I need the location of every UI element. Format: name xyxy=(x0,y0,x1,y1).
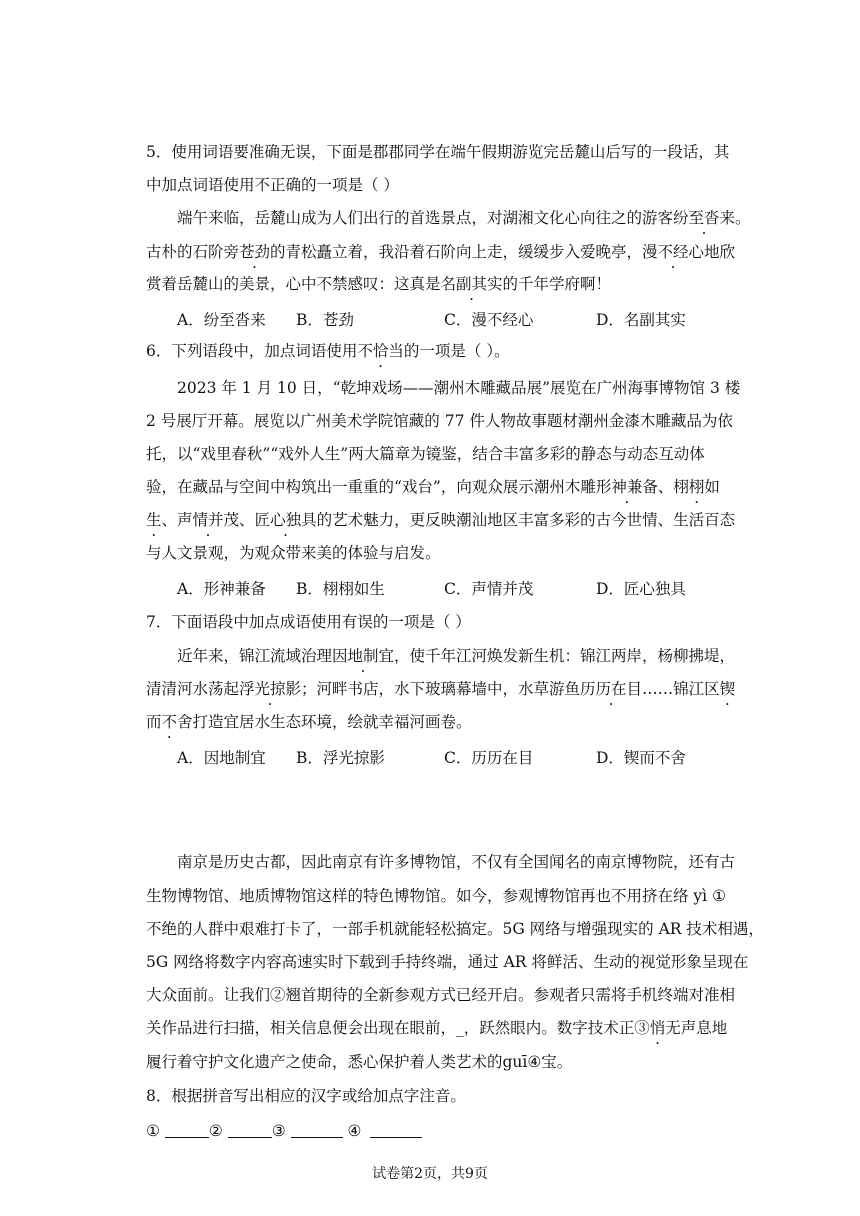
passage-line2: 生物博物馆、地质博物馆这样的特色博物馆。如今，参观博物馆再也不用挤在络 yì ① xyxy=(146,887,726,905)
q6-passage-line5: 生、声情并茂、匠心独具的艺术魅力，更反映潮汕地区丰富多彩的古今世情、生活百态 xyxy=(146,511,736,529)
q5-stem-line2: 中加点词语使用不正确的一项是（ ） xyxy=(146,176,399,194)
q6-stem: 6．下列语段中，加点词语使用不恰当的一项是（ ）。 xyxy=(146,342,510,360)
dotted-word-xuxuru: 栩栩如 xyxy=(673,478,720,496)
q5-passage-line2: 古朴的石阶旁苍劲的青松矗立着，我沿着石阶向上走，缓缓步入爱晚亭，漫不经心地欣 xyxy=(146,243,736,261)
q6-option-d[interactable]: D．匠心独具 xyxy=(596,580,686,598)
q6-option-c[interactable]: C．声情并茂 xyxy=(444,580,534,598)
q6-option-b[interactable]: B．栩栩如生 xyxy=(296,580,385,598)
q6-passage-line2: 2 号展厅开幕。展览以广州美术学院馆藏的 77 件人物故事题材潮州金漆木雕藏品为依 xyxy=(146,412,733,430)
q5-passage-line3: 赏着岳麓山的美景，心中不禁感叹：这真是名副其实的千年学府啊！ xyxy=(146,275,612,293)
passage-line1: 南京是历史古都，因此南京有许多博物馆，不仅有全国闻名的南京博物院，还有古 xyxy=(177,853,736,871)
q7-option-b[interactable]: B．浮光掠影 xyxy=(296,749,385,767)
answer-blank-3[interactable] xyxy=(291,1122,343,1138)
dotted-word-cangjin: 苍劲 xyxy=(239,243,271,261)
dotted-char-qiao: 悄 xyxy=(649,1019,666,1037)
dotted-word-fenzhitalai: 纷至沓来 xyxy=(673,209,736,227)
q5-option-c[interactable]: C．漫不经心 xyxy=(444,311,534,329)
q5-passage-line1: 端午来临，岳麓山成为人们出行的首选景点，对湖湘文化心向往之的游客纷至沓来。 xyxy=(177,209,751,227)
q7-option-c[interactable]: C．历历在目 xyxy=(444,749,534,767)
page-footer: 试卷第2页，共9页 xyxy=(372,1166,488,1182)
q5-stem-line1: 5．使用词语要准确无误，下面是郡郡同学在端午假期游览完岳麓山后写的一段话，其 xyxy=(146,143,730,161)
dotted-word-fuguanglueying: 浮光掠影 xyxy=(239,680,302,698)
answer-blank-4[interactable] xyxy=(370,1122,422,1138)
dotted-word-shengqingbingmao: 声情并茂 xyxy=(177,511,240,529)
answer-blank-2[interactable] xyxy=(228,1122,272,1138)
q6-passage-line1: 2023 年 1 月 10 日，“乾坤戏场——潮州木雕藏品展”展览在广州海事博物馆 3 楼 xyxy=(177,379,741,397)
passage-line5: 大众面前。让我们②翘首期待的全新参观方式已经开启。参观者只需将手机终端对准相 xyxy=(146,986,736,1004)
passage-line4: 5G 网络将数字内容高速实时下载到手持终端，通过 AR 将鲜活、生动的视觉形象呈现在 xyxy=(146,953,749,971)
q5-option-d[interactable]: D．名副其实 xyxy=(596,311,686,329)
dotted-word-erbushe: 而不舍 xyxy=(146,713,193,731)
passage-line3: 不绝的人群中艰难打卡了，一部手机就能轻松搞定。5G 网络与增强现实的 AR 技术相遇， xyxy=(146,920,764,938)
blank-marker-3: ③ xyxy=(271,1122,286,1140)
dotted-word-manbujingxin: 漫不经心 xyxy=(642,243,705,261)
q6-passage-line3: 托，以“戏里春秋”“戏外人生”两大篇章为镜鉴，结合丰富多彩的静态与动态互动体 xyxy=(146,445,705,463)
blank-marker-2: ② xyxy=(208,1122,223,1140)
dotted-word-jiangxindu: 匠心独具 xyxy=(254,511,317,529)
dotted-word-mingfuqishi: 名副其实 xyxy=(440,275,503,293)
blank-marker-1: ① xyxy=(146,1122,160,1140)
q7-option-d[interactable]: D．锲而不舍 xyxy=(596,749,686,767)
q8-answer-blanks xyxy=(146,1121,422,1141)
q6-option-a[interactable]: A．形神兼备 xyxy=(177,580,266,598)
q5-option-b[interactable]: B．苍劲 xyxy=(296,311,354,329)
q7-stem: 7．下面语段中加点成语使用有误的一项是（ ） xyxy=(146,613,471,631)
q7-option-a[interactable]: A．因地制宜 xyxy=(177,749,266,767)
q7-passage-line1: 近年来，锦江流域治理因地制宜，使千年江河焕发新生机：锦江两岸，杨柳拂堤， xyxy=(177,647,736,665)
dotted-word-lilizaimu: 历历在目 xyxy=(580,680,643,698)
answer-blank-1[interactable] xyxy=(165,1122,209,1138)
q7-passage-line3: 而不舍打造宜居水生态环境，绘就幸福河画卷。 xyxy=(146,713,472,731)
dotted-word-sheng: 生 xyxy=(146,511,162,529)
passage-line6: 关作品进行扫描，相关信息便会出现在眼前，_，跃然眼内。数字技术正③悄无声息地 xyxy=(146,1019,728,1037)
dotted-word-xingshenjianbei: 形神兼备 xyxy=(595,478,658,496)
dotted-word-qie: 锲 xyxy=(719,680,736,698)
dotted-word-yindizhiyi: 因地制宜 xyxy=(332,647,395,665)
q6-passage-line4: 验，在藏品与空间中构筑出一重重的“戏台”，向观众展示潮州木雕形神兼备、栩栩如 xyxy=(146,478,720,496)
q6-passage-line6: 与人文景观，为观众带来美的体验与启发。 xyxy=(146,544,441,562)
blank-marker-4: ④ xyxy=(347,1122,362,1140)
q5-option-a[interactable]: A．纷至沓来 xyxy=(177,311,266,329)
dotted-word-buqiadang: 不恰当 xyxy=(357,342,404,360)
q8-stem: 8．根据拼音写出相应的汉字或给加点字注音。 xyxy=(146,1087,466,1105)
q7-passage-line2: 清清河水荡起浮光掠影；河畔书店，水下玻璃幕墙中，水草游鱼历历在目……锦江区锲 xyxy=(146,680,736,698)
passage-line7: 履行着守护文化遗产之使命，悉心保护着人类艺术的guī④宝。 xyxy=(146,1053,573,1071)
